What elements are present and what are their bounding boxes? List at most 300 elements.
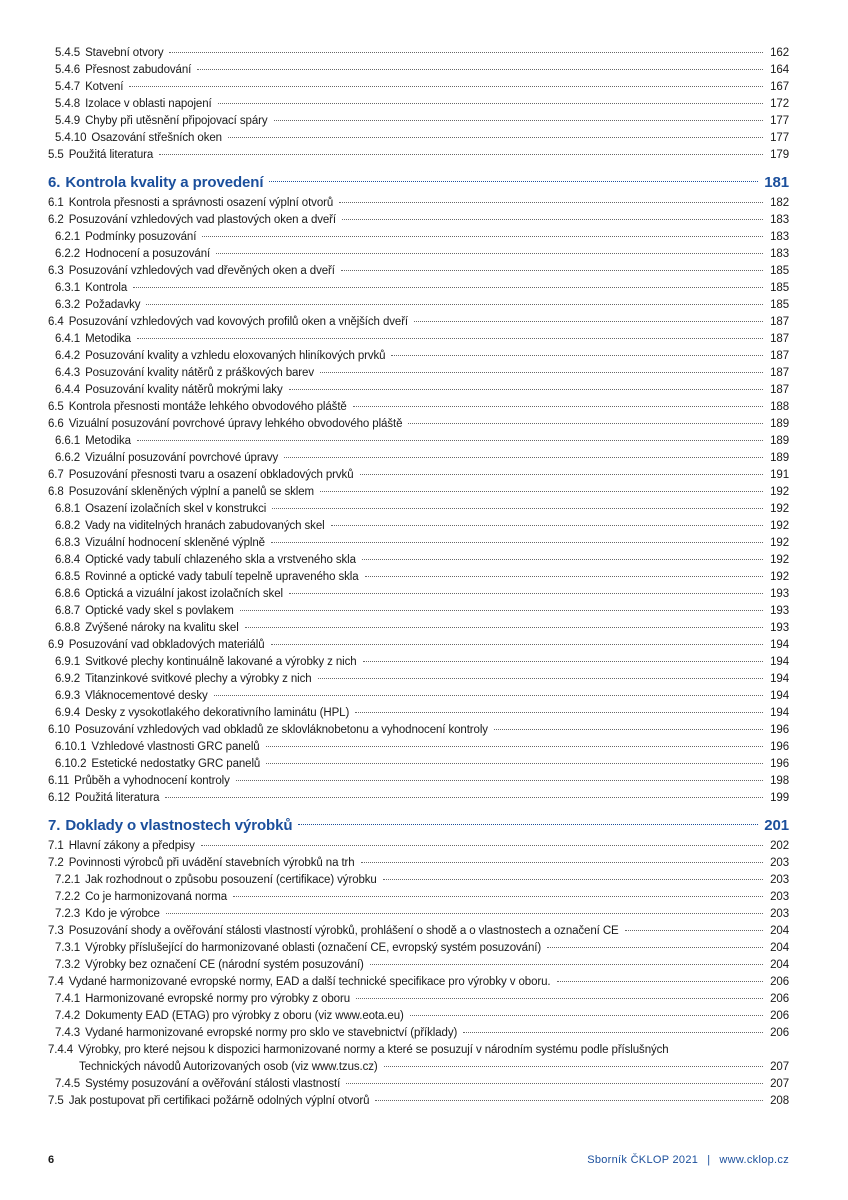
toc-entry-number: 7.2 — [48, 857, 64, 869]
toc-entry-number: 6.9.4 — [55, 707, 81, 719]
toc-dot-leader — [233, 896, 763, 897]
toc-entry-page: 206 — [770, 1010, 789, 1022]
toc-entry-page: 206 — [770, 976, 789, 988]
toc-entry — [48, 229, 789, 246]
toc-entry-page: 196 — [770, 741, 789, 753]
footer-page-number: 6 — [48, 1154, 55, 1166]
toc-entry-page: 204 — [770, 942, 789, 954]
toc-entry-page: 208 — [770, 1095, 789, 1107]
toc-entry-page: 192 — [770, 537, 789, 549]
toc-entry — [48, 484, 789, 501]
toc-entry-page: 177 — [770, 132, 789, 144]
toc-entry-page: 193 — [770, 622, 789, 634]
toc-entry-title: Použitá literatura — [74, 792, 160, 804]
toc-entry-number: 6.8.8 — [55, 622, 81, 634]
toc-entry-title: Kontrola kvality a provedení — [65, 174, 264, 191]
toc-entry-title: Posuzování kvality nátěrů mokrými laky — [85, 384, 283, 396]
toc-dot-leader — [318, 678, 763, 679]
toc-entry-number: 6.4.3 — [55, 367, 81, 379]
toc-entry-title: Povinnosti výrobců při uvádění stavebních výrobků na trh — [68, 857, 355, 869]
toc-entry-number: 7.2.2 — [55, 891, 81, 903]
toc-entry-number: 6.8.1 — [55, 503, 81, 515]
toc-entry-number: 7.4.5 — [55, 1078, 81, 1090]
toc-entry-number: 7.4.3 — [55, 1027, 81, 1039]
toc-entry-title: Výrobky, pro které nejsou k dispozici harmonizované normy a které se posuzují v národním systému podle příslušných — [78, 1044, 669, 1056]
toc-entry-title: Dokumenty EAD (ETAG) pro výrobky z oboru (viz www.eota.eu) — [85, 1010, 404, 1022]
toc-dot-leader — [245, 627, 763, 628]
toc-entry-number: 6.3.1 — [55, 282, 81, 294]
toc-entry-title: Posuzování kvality nátěrů z práškových barev — [85, 367, 314, 379]
toc-entry-number: 7.4.4 — [48, 1044, 74, 1056]
toc-entry-title: Stavební otvory — [85, 47, 164, 59]
toc-entry-number: 6.1 — [48, 197, 64, 209]
toc-entry-title: Estetické nedostatky GRC panelů — [91, 758, 261, 770]
toc-entry — [48, 535, 789, 552]
toc-entry — [48, 838, 789, 855]
toc-entry-number: 7.3.1 — [55, 942, 81, 954]
toc-entry — [48, 552, 789, 569]
toc-entry — [48, 586, 789, 603]
toc-dot-leader — [353, 406, 763, 407]
toc-dot-leader — [289, 389, 763, 390]
toc-entry-title: Přesnost zabudování — [85, 64, 192, 76]
toc-dot-leader — [625, 930, 763, 931]
toc-entry — [48, 348, 789, 365]
toc-entry — [48, 705, 789, 722]
toc-dot-leader — [214, 695, 763, 696]
toc-entry-title: Posuzování vzhledových vad obkladů ze sklovláknobetonu a vyhodnocení kontroly — [74, 724, 488, 736]
toc-entry-title: Vydané harmonizované evropské normy, EAD a další technické specifikace pro výrobky v oboru. — [68, 976, 551, 988]
toc-entry — [48, 855, 789, 872]
toc-dot-leader — [197, 69, 763, 70]
toc-entry-page: 206 — [770, 1027, 789, 1039]
toc-dot-leader — [271, 542, 763, 543]
toc-entry — [48, 1076, 789, 1093]
toc-dot-leader — [289, 593, 763, 594]
toc-entry — [48, 722, 789, 739]
toc-entry-number: 7.4 — [48, 976, 64, 988]
toc-entry — [48, 773, 789, 790]
toc-entry-title: Požadavky — [85, 299, 141, 311]
toc-dot-leader — [240, 610, 763, 611]
toc-entry — [48, 620, 789, 637]
toc-entry-page: 187 — [770, 333, 789, 345]
toc-entry-title: Kontrola přesnosti montáže lehkého obvodového pláště — [68, 401, 347, 413]
toc-dot-leader — [331, 525, 763, 526]
toc-entry-page: 196 — [770, 758, 789, 770]
footer-website: www.cklop.cz — [719, 1154, 789, 1166]
toc-entry-page: 164 — [770, 64, 789, 76]
toc-entry — [48, 739, 789, 756]
toc-entry-title: Kotvení — [85, 81, 124, 93]
toc-entry-page: 194 — [770, 673, 789, 685]
toc-entry-title: Vzhledové vlastnosti GRC panelů — [91, 741, 260, 753]
toc-chapter-heading — [48, 815, 789, 837]
toc-entry — [48, 790, 789, 807]
toc-dot-leader — [342, 219, 763, 220]
toc-entry-page: 204 — [770, 959, 789, 971]
toc-entry — [48, 974, 789, 991]
toc-entry-page: 203 — [770, 891, 789, 903]
toc-entry — [48, 297, 789, 314]
toc-entry-number: 6.6 — [48, 418, 64, 430]
toc-entry-number: 6.11 — [48, 775, 70, 787]
toc-dot-leader — [165, 797, 763, 798]
toc-entry-page: 189 — [770, 452, 789, 464]
toc-entry-page: 185 — [770, 265, 789, 277]
toc-entry-page: 207 — [770, 1061, 789, 1073]
toc-dot-leader — [266, 746, 763, 747]
toc-entry-page: 192 — [770, 571, 789, 583]
toc-dot-leader — [129, 86, 763, 87]
toc-entry-number: 5.4.10 — [55, 132, 87, 144]
toc-entry-title: Vady na viditelných hranách zabudovaných skel — [85, 520, 325, 532]
toc-entry-page: 207 — [770, 1078, 789, 1090]
toc-entry — [48, 688, 789, 705]
toc-entry — [48, 62, 789, 79]
toc-entry-page: 187 — [770, 350, 789, 362]
toc-dot-leader — [137, 338, 763, 339]
toc-entry-page: 187 — [770, 316, 789, 328]
toc-dot-leader — [298, 824, 758, 825]
toc-entry — [48, 889, 789, 906]
toc-entry-page: 203 — [770, 908, 789, 920]
footer-publication: Sborník ČKLOP 2021 — [587, 1154, 699, 1166]
toc-entry-number: 6.4.2 — [55, 350, 81, 362]
toc-entry-title: Kontrola — [85, 282, 128, 294]
toc-entry — [48, 1042, 789, 1059]
toc-entry-number: 6.12 — [48, 792, 70, 804]
toc-entry-number: 6.5 — [48, 401, 64, 413]
toc-entry-page: 191 — [770, 469, 789, 481]
toc-entry-title: Osazení izolačních skel v konstrukci — [85, 503, 267, 515]
toc-entry-title: Hodnocení a posuzování — [85, 248, 211, 260]
toc-entry-page: 192 — [770, 503, 789, 515]
toc-entry-title: Harmonizované evropské normy pro výrobky z oboru — [85, 993, 351, 1005]
toc-entry — [48, 569, 789, 586]
toc-dot-leader — [410, 1015, 763, 1016]
toc-entry-page: 199 — [770, 792, 789, 804]
toc-entry-page: 194 — [770, 639, 789, 651]
toc-entry-number: 7.5 — [48, 1095, 64, 1107]
toc-entry — [48, 872, 789, 889]
toc-entry-title: Metodika — [85, 435, 131, 447]
toc-entry-title: Vizuální hodnocení skleněné výplně — [85, 537, 265, 549]
toc-chapter-heading — [48, 172, 789, 194]
toc-entry-title: Průběh a vyhodnocení kontroly — [74, 775, 230, 787]
toc-entry-page: 202 — [770, 840, 789, 852]
toc-entry-title: Posuzování vzhledových vad dřevěných oken a dveří — [68, 265, 335, 277]
toc-entry — [48, 501, 789, 518]
toc-entry-number: 7.3 — [48, 925, 64, 937]
toc-entry-page: 181 — [764, 174, 789, 191]
toc-entry-page: 179 — [770, 149, 789, 161]
toc-entry-number: 6.8.7 — [55, 605, 81, 617]
toc-entry-page: 192 — [770, 554, 789, 566]
table-of-contents — [48, 45, 789, 1110]
toc-entry-page: 183 — [770, 214, 789, 226]
toc-entry — [48, 365, 789, 382]
toc-dot-leader — [383, 879, 763, 880]
toc-dot-leader — [266, 763, 763, 764]
toc-entry-title: Zvýšené nároky na kvalitu skel — [85, 622, 239, 634]
toc-entry-page: 194 — [770, 656, 789, 668]
toc-entry-number: 7. — [48, 817, 61, 834]
toc-entry-page: 194 — [770, 707, 789, 719]
toc-entry-number: 5.4.9 — [55, 115, 81, 127]
toc-entry-title: Optická a vizuální jakost izolačních skel — [85, 588, 283, 600]
toc-entry-title: Posuzování skleněných výplní a panelů se sklem — [68, 486, 315, 498]
toc-entry-number: 6.2.1 — [55, 231, 81, 243]
toc-entry — [48, 113, 789, 130]
toc-entry-number: 6.10 — [48, 724, 70, 736]
toc-dot-leader — [159, 154, 763, 155]
toc-entry — [48, 923, 789, 940]
toc-dot-leader — [494, 729, 763, 730]
toc-entry-title: Podmínky posuzování — [85, 231, 197, 243]
toc-entry-title: Posuzování vad obkladových materiálů — [68, 639, 265, 651]
toc-entry-title: Titanzinkové svitkové plechy a výrobky z nich — [85, 673, 312, 685]
toc-entry — [48, 79, 789, 96]
toc-entry-title: Desky z vysokotlakého dekorativního laminátu (HPL) — [85, 707, 350, 719]
toc-entry-title: Vláknocementové desky — [85, 690, 208, 702]
toc-entry-page: 198 — [770, 775, 789, 787]
toc-dot-leader — [384, 1066, 763, 1067]
toc-entry-number: 6.10.2 — [55, 758, 87, 770]
toc-entry-number: 5.4.8 — [55, 98, 81, 110]
toc-entry-title: Vizuální posuzování povrchové úpravy lehkého obvodového pláště — [68, 418, 403, 430]
toc-entry — [48, 467, 789, 484]
toc-dot-leader — [370, 964, 763, 965]
toc-dot-leader — [274, 120, 764, 121]
toc-entry — [48, 433, 789, 450]
toc-entry-number: 5.4.5 — [55, 47, 81, 59]
toc-entry-title: Chyby při utěsnění připojovací spáry — [85, 115, 268, 127]
toc-entry-title: Vizuální posuzování povrchové úpravy — [85, 452, 279, 464]
toc-dot-leader — [356, 998, 763, 999]
toc-entry — [48, 246, 789, 263]
toc-entry-page: 167 — [770, 81, 789, 93]
toc-dot-leader — [202, 236, 763, 237]
toc-entry-number: 6.8.3 — [55, 537, 81, 549]
toc-dot-leader — [346, 1083, 763, 1084]
toc-entry-number: 6.2 — [48, 214, 64, 226]
toc-entry — [48, 940, 789, 957]
toc-entry — [48, 450, 789, 467]
toc-entry-page: 203 — [770, 874, 789, 886]
toc-entry-number: 7.3.2 — [55, 959, 81, 971]
toc-dot-leader — [375, 1100, 763, 1101]
toc-entry-title: Posuzování vzhledových vad plastových oken a dveří — [68, 214, 337, 226]
toc-dot-leader — [360, 474, 763, 475]
toc-entry-title: Systémy posuzování a ověřování stálosti vlastností — [85, 1078, 341, 1090]
toc-entry-title: Optické vady skel s povlakem — [85, 605, 234, 617]
toc-entry-title: Osazování střešních oken — [91, 132, 222, 144]
toc-entry — [48, 637, 789, 654]
toc-entry-title: Použitá literatura — [68, 149, 154, 161]
toc-entry-number: 6.9.2 — [55, 673, 81, 685]
toc-dot-leader — [362, 559, 763, 560]
toc-entry-number: 6.7 — [48, 469, 64, 481]
toc-entry-page: 182 — [770, 197, 789, 209]
toc-entry — [48, 671, 789, 688]
toc-entry — [48, 416, 789, 433]
toc-entry — [48, 399, 789, 416]
toc-entry-title: Kontrola přesnosti a správnosti osazení výplní otvorů — [68, 197, 334, 209]
toc-dot-leader — [216, 253, 763, 254]
toc-entry-title: Jak postupovat při certifikaci požárně odolných výplní otvorů — [68, 1095, 370, 1107]
toc-entry-number: 5.5 — [48, 149, 64, 161]
toc-entry-number: 7.1 — [48, 840, 64, 852]
toc-entry-number: 6.10.1 — [55, 741, 87, 753]
footer-separator: | — [707, 1154, 711, 1166]
toc-entry — [48, 603, 789, 620]
toc-dot-leader — [236, 780, 763, 781]
toc-dot-leader — [463, 1032, 763, 1033]
toc-entry-page: 185 — [770, 299, 789, 311]
toc-entry-title: Co je harmonizovaná norma — [85, 891, 228, 903]
toc-entry — [48, 382, 789, 399]
toc-dot-leader — [133, 287, 763, 288]
toc-entry-number: 6.2.2 — [55, 248, 81, 260]
toc-entry-number: 6.3 — [48, 265, 64, 277]
toc-entry-title: Výrobky příslušející do harmonizované oblasti (označení CE, evropský systém posuzování) — [85, 942, 542, 954]
toc-dot-leader — [284, 457, 763, 458]
toc-entry — [48, 195, 789, 212]
toc-entry-title: Posuzování přesnosti tvaru a osazení obkladových prvků — [68, 469, 354, 481]
toc-entry-page: 187 — [770, 384, 789, 396]
toc-entry-title: Jak rozhodnout o způsobu posouzení (certifikace) výrobku — [85, 874, 377, 886]
toc-dot-leader — [557, 981, 764, 982]
toc-entry-page: 187 — [770, 367, 789, 379]
toc-entry-title: Vydané harmonizované evropské normy pro sklo ve stavebnictví (příklady) — [85, 1027, 458, 1039]
toc-dot-leader — [218, 103, 763, 104]
toc-entry-title: Posuzování shody a ověřování stálosti vlastností výrobků, prohlášení o shodě a o vlastnostech a označení CE — [68, 925, 619, 937]
toc-entry-page: 183 — [770, 231, 789, 243]
toc-dot-leader — [272, 508, 763, 509]
toc-entry — [48, 1059, 789, 1076]
toc-dot-leader — [146, 304, 763, 305]
toc-entry-page: 193 — [770, 588, 789, 600]
toc-entry-number: 6.8.4 — [55, 554, 81, 566]
toc-entry-page: 206 — [770, 993, 789, 1005]
toc-entry — [48, 906, 789, 923]
toc-entry-page: 203 — [770, 857, 789, 869]
toc-entry — [48, 1093, 789, 1110]
toc-entry — [48, 45, 789, 62]
toc-entry-number: 6.3.2 — [55, 299, 81, 311]
toc-dot-leader — [408, 423, 763, 424]
toc-dot-leader — [166, 913, 763, 914]
toc-entry — [48, 1008, 789, 1025]
toc-dot-leader — [355, 712, 763, 713]
toc-entry — [48, 263, 789, 280]
toc-dot-leader — [361, 862, 763, 863]
toc-entry-number: 6.8.2 — [55, 520, 81, 532]
toc-entry-title: Kdo je výrobce — [85, 908, 160, 920]
toc-entry-title: Svitkové plechy kontinuálně lakované a výrobky z nich — [85, 656, 357, 668]
toc-dot-leader — [269, 181, 758, 182]
toc-entry — [48, 654, 789, 671]
toc-entry-number: 6.9.1 — [55, 656, 81, 668]
toc-dot-leader — [414, 321, 763, 322]
toc-entry-number: 6.8.6 — [55, 588, 81, 600]
page-footer — [48, 1152, 789, 1168]
toc-entry-title: Doklady o vlastnostech výrobků — [65, 817, 293, 834]
toc-entry-number: 6.4.1 — [55, 333, 81, 345]
toc-dot-leader — [320, 372, 763, 373]
toc-entry-title: Výrobky bez označení CE (národní systém posuzování) — [85, 959, 364, 971]
toc-entry-title: Metodika — [85, 333, 131, 345]
toc-entry-page: 192 — [770, 520, 789, 532]
toc-entry-number: 6.4 — [48, 316, 64, 328]
toc-entry-page: 204 — [770, 925, 789, 937]
toc-entry-page: 193 — [770, 605, 789, 617]
toc-entry-page: 172 — [770, 98, 789, 110]
toc-entry-number: 6.9 — [48, 639, 64, 651]
toc-entry-page: 162 — [770, 47, 789, 59]
toc-dot-leader — [271, 644, 763, 645]
toc-entry-title: Hlavní zákony a předpisy — [68, 840, 195, 852]
toc-entry — [48, 314, 789, 331]
toc-entry-title: Posuzování kvality a vzhledu eloxovaných hliníkových prvků — [85, 350, 386, 362]
toc-entry-title: Izolace v oblasti napojení — [85, 98, 212, 110]
toc-entry — [48, 96, 789, 113]
toc-entry-number: 5.4.6 — [55, 64, 81, 76]
toc-entry-page: 177 — [770, 115, 789, 127]
toc-entry-number: 6. — [48, 174, 61, 191]
toc-entry-title: Optické vady tabulí chlazeného skla a vrstveného skla — [85, 554, 356, 566]
toc-entry-title: Rovinné a optické vady tabulí tepelně upraveného skla — [85, 571, 359, 583]
toc-entry — [48, 212, 789, 229]
toc-entry — [48, 280, 789, 297]
toc-entry — [48, 957, 789, 974]
toc-entry-number: 7.4.1 — [55, 993, 81, 1005]
toc-dot-leader — [547, 947, 763, 948]
toc-entry — [48, 518, 789, 535]
toc-dot-leader — [137, 440, 763, 441]
toc-entry-number: 6.6.1 — [55, 435, 81, 447]
toc-entry-number: 6.4.4 — [55, 384, 81, 396]
toc-entry — [48, 331, 789, 348]
toc-dot-leader — [391, 355, 763, 356]
toc-entry — [48, 756, 789, 773]
toc-entry-number: 7.4.2 — [55, 1010, 81, 1022]
toc-entry-number: 7.2.1 — [55, 874, 81, 886]
toc-dot-leader — [365, 576, 763, 577]
toc-entry-page: 189 — [770, 418, 789, 430]
toc-entry-number: 6.8 — [48, 486, 64, 498]
toc-entry-title: Posuzování vzhledových vad kovových profilů oken a vnějších dveří — [68, 316, 409, 328]
toc-entry-page: 188 — [770, 401, 789, 413]
toc-dot-leader — [169, 52, 763, 53]
footer-publication-info — [587, 1154, 789, 1166]
toc-dot-leader — [341, 270, 763, 271]
toc-entry-page: 189 — [770, 435, 789, 447]
toc-entry-page: 194 — [770, 690, 789, 702]
toc-entry-number: 7.2.3 — [55, 908, 81, 920]
toc-dot-leader — [201, 845, 763, 846]
toc-entry-page: 196 — [770, 724, 789, 736]
toc-entry-page: 192 — [770, 486, 789, 498]
toc-entry — [48, 1025, 789, 1042]
toc-dot-leader — [320, 491, 763, 492]
toc-entry-number: 6.8.5 — [55, 571, 81, 583]
toc-entry-number: 5.4.7 — [55, 81, 81, 93]
toc-entry-number: 6.9.3 — [55, 690, 81, 702]
toc-entry — [48, 130, 789, 147]
toc-dot-leader — [363, 661, 763, 662]
